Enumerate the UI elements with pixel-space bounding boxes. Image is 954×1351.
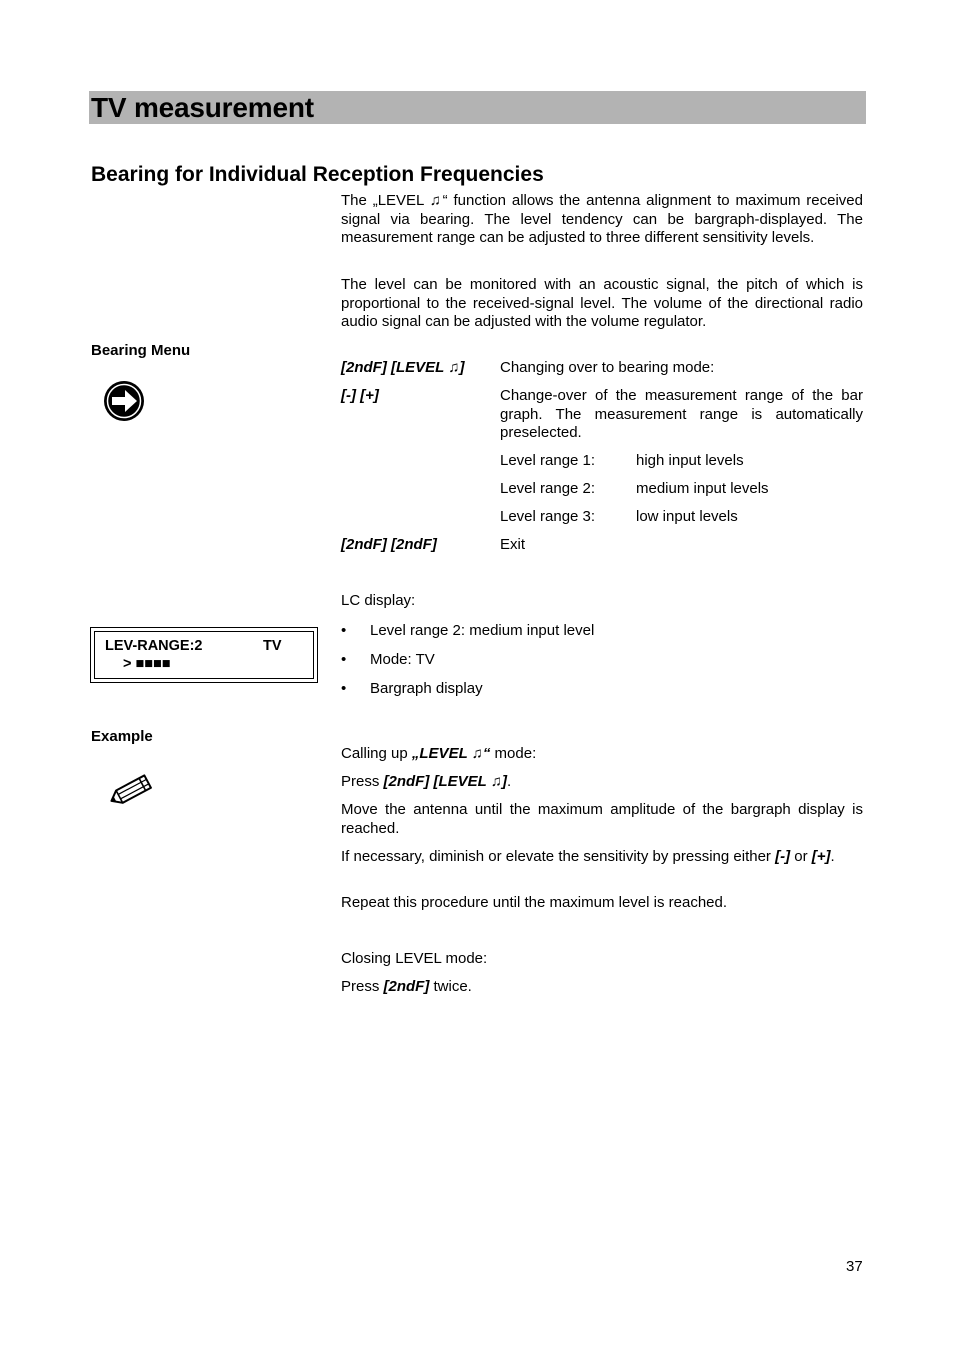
closing-text: Closing LEVEL mode: <box>341 950 488 967</box>
level-range-3-name: Level range 3: <box>500 508 596 525</box>
section-heading: Bearing for Individual Reception Frequencies <box>91 163 544 186</box>
lcd-bullet-3: Bargraph display <box>370 680 483 697</box>
intro-paragraph-2: The level can be monitored with an acoustic signal, the pitch of which is proportional to the received-signal level. The volume of the directional radio audio signal can be adjusted with the volume regulator. <box>341 276 863 330</box>
level-range-2-value: medium input levels <box>636 480 769 497</box>
close-key: [2ndF] <box>383 978 430 995</box>
page-number: 37 <box>846 1258 863 1275</box>
level-range-2-name: Level range 2: <box>500 480 596 497</box>
lcd-line1-right: TV <box>263 638 282 654</box>
lcd-caption: LC display: <box>341 592 416 609</box>
calling-up-line: Calling up „LEVEL ♫“ mode: <box>341 745 537 762</box>
page-title-bar <box>89 91 866 124</box>
lcd-line2-bargraph: > ■■■■ <box>123 656 171 672</box>
lcd-display <box>90 627 318 683</box>
pencil-icon <box>103 771 157 811</box>
desc-range-change: Change-over of the measurement range of the bar graph. The measurement range is automatically preselected. <box>500 387 863 441</box>
level-range-1-name: Level range 1: <box>500 452 596 469</box>
level-range-3-value: low input levels <box>636 508 738 525</box>
key-2ndf-level: [2ndF] [LEVEL ♫] <box>341 359 465 376</box>
page-title: TV measurement <box>91 92 314 123</box>
lcd-line1-left: LEV-RANGE:2 <box>105 638 203 654</box>
lcd-bullet-2: Mode: TV <box>370 651 435 668</box>
bullet-dot: • <box>341 622 347 639</box>
intro-paragraph-1: The „LEVEL ♫“ function allows the antenna alignment to maximum received signal via bearing. The level tendency can be bargraph-displayed. The measurement range can be adjusted to three different sensitivity levels. <box>341 192 863 246</box>
repeat-text: Repeat this procedure until the maximum level is reached. <box>341 894 728 911</box>
lcd-bullet-1: Level range 2: medium input level <box>370 622 595 639</box>
arrow-right-circle-icon <box>103 380 145 422</box>
press-level-key: [2ndF] [LEVEL ♫] <box>383 773 507 790</box>
key-2ndf-2ndf: [2ndF] [2ndF] <box>341 536 437 553</box>
key-minus-plus: [-] [+] <box>341 387 379 404</box>
bearing-menu-label: Bearing Menu <box>91 342 191 359</box>
calling-up-key: „LEVEL ♫“ <box>411 745 491 762</box>
desc-exit: Exit <box>500 536 526 553</box>
press-twice-line: Press [2ndF] twice. <box>341 978 472 995</box>
sensitivity-text: If necessary, diminish or elevate the sensitivity by pressing either [-] or [+]. <box>341 848 835 865</box>
plus-key: [+] <box>811 848 831 865</box>
bullet-dot: • <box>341 651 347 668</box>
press-level-line: Press [2ndF] [LEVEL ♫]. <box>341 773 512 790</box>
level-range-1-value: high input levels <box>636 452 744 469</box>
desc-bearing-mode: Changing over to bearing mode: <box>500 359 715 376</box>
example-label: Example <box>91 728 153 745</box>
minus-key: [-] <box>775 848 791 865</box>
move-antenna-text: Move the antenna until the maximum amplitude of the bargraph display is reached. <box>341 801 863 837</box>
bullet-dot: • <box>341 680 347 697</box>
